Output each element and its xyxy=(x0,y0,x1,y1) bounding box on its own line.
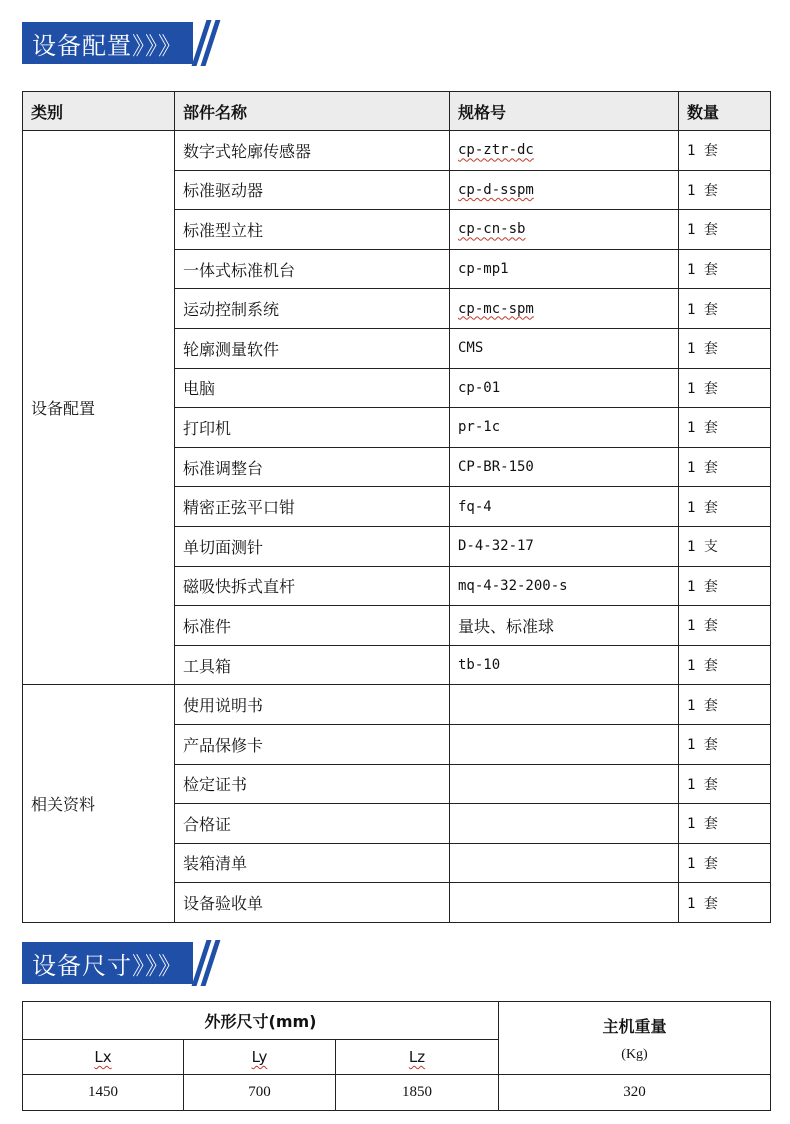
part-name-cell: 标准驱动器 xyxy=(175,170,450,210)
spec-cell xyxy=(450,249,679,289)
table-row xyxy=(23,685,771,725)
part-name-cell: 磁吸快拆式直杆 xyxy=(175,566,450,606)
spec-text: cp-cn-sb xyxy=(458,221,526,238)
quantity-cell: 1 套 xyxy=(679,685,771,725)
value-lx: 1450 xyxy=(23,1075,184,1111)
spec-text: cp-mp1 xyxy=(458,261,509,278)
weight-unit: (Kg) xyxy=(621,1046,648,1062)
category-cell: 相关资料 xyxy=(23,685,175,923)
col-lz xyxy=(336,1040,499,1075)
part-name-cell: 标准件 xyxy=(175,606,450,646)
spec-cell xyxy=(450,487,679,527)
part-name-cell: 标准调整台 xyxy=(175,447,450,487)
spec-cell xyxy=(450,408,679,448)
quantity-cell: 1 套 xyxy=(679,249,771,289)
outer-size-header: 外形尺寸(mm) xyxy=(23,1002,499,1040)
quantity-cell: 1 套 xyxy=(679,210,771,250)
spec-text: pr-1c xyxy=(458,419,501,436)
part-name-cell: 精密正弦平口钳 xyxy=(175,487,450,527)
section-banner-config xyxy=(22,22,213,64)
section-title-dimensions: 设备尺寸》》》 xyxy=(22,942,193,984)
spec-cell xyxy=(450,131,679,171)
spec-text: D-4-32-17 xyxy=(458,538,534,555)
quantity-cell: 1 套 xyxy=(679,645,771,685)
spec-cell xyxy=(450,804,679,844)
table-row xyxy=(23,131,771,171)
spec-cell xyxy=(450,210,679,250)
spec-cell xyxy=(450,289,679,329)
section-banner-dimensions xyxy=(22,942,213,984)
spec-text: cp-01 xyxy=(458,379,501,396)
part-name-cell: 使用说明书 xyxy=(175,685,450,725)
spec-cell xyxy=(450,685,679,725)
spec-text: tb-10 xyxy=(458,657,501,674)
value-lz: 1850 xyxy=(336,1075,499,1111)
quantity-cell: 1 套 xyxy=(679,328,771,368)
spec-cell xyxy=(450,447,679,487)
dimension-table xyxy=(22,1001,771,1111)
spec-text: cp-ztr-dc xyxy=(458,142,534,159)
part-name-cell: 轮廓测量软件 xyxy=(175,328,450,368)
dimension-header-row xyxy=(23,1002,771,1040)
dimension-value-row xyxy=(23,1075,771,1111)
spec-cell xyxy=(450,843,679,883)
part-name-cell: 电脑 xyxy=(175,368,450,408)
category-cell: 设备配置 xyxy=(23,131,175,685)
spec-cell xyxy=(450,764,679,804)
quantity-cell: 1 支 xyxy=(679,526,771,566)
col-lx-label: Lx xyxy=(94,1048,112,1066)
spec-cell xyxy=(450,724,679,764)
quantity-cell: 1 套 xyxy=(679,289,771,329)
part-name-cell: 标准型立柱 xyxy=(175,210,450,250)
spec-text: fq-4 xyxy=(458,498,492,515)
value-weight: 320 xyxy=(499,1075,771,1111)
part-name-cell: 打印机 xyxy=(175,408,450,448)
col-lx xyxy=(23,1040,184,1075)
part-name-cell: 一体式标准机台 xyxy=(175,249,450,289)
quantity-cell: 1 套 xyxy=(679,131,771,171)
quantity-cell: 1 套 xyxy=(679,764,771,804)
spec-cell xyxy=(450,606,679,646)
part-name-cell: 单切面测针 xyxy=(175,526,450,566)
spec-cell xyxy=(450,170,679,210)
spec-cell xyxy=(450,368,679,408)
quantity-cell: 1 套 xyxy=(679,447,771,487)
value-ly: 700 xyxy=(184,1075,336,1111)
weight-header: 主机重量 xyxy=(602,1016,667,1036)
spec-cell xyxy=(450,883,679,923)
part-name-cell: 合格证 xyxy=(175,804,450,844)
config-table-body xyxy=(23,131,771,923)
spec-text: CMS xyxy=(458,340,484,357)
spec-cell xyxy=(450,566,679,606)
spec-cell xyxy=(450,645,679,685)
config-table-header-row xyxy=(23,92,771,131)
part-name-cell: 产品保修卡 xyxy=(175,724,450,764)
quantity-cell: 1 套 xyxy=(679,368,771,408)
spec-cell xyxy=(450,328,679,368)
header-quantity: 数量 xyxy=(679,92,771,131)
spec-text: CP-BR-150 xyxy=(458,459,534,476)
part-name-cell: 工具箱 xyxy=(175,645,450,685)
col-ly xyxy=(184,1040,336,1075)
spec-text: cp-d-sspm xyxy=(458,181,534,198)
header-spec: 规格号 xyxy=(450,92,679,131)
weight-header-cell xyxy=(499,1002,771,1075)
part-name-cell: 数字式轮廓传感器 xyxy=(175,131,450,171)
section-title-config: 设备配置》》》 xyxy=(22,22,193,64)
header-category: 类别 xyxy=(23,92,175,131)
col-ly-label: Ly xyxy=(251,1048,268,1066)
spec-cell xyxy=(450,526,679,566)
part-name-cell: 运动控制系统 xyxy=(175,289,450,329)
col-lz-label: Lz xyxy=(408,1048,426,1066)
quantity-cell: 1 套 xyxy=(679,566,771,606)
quantity-cell: 1 套 xyxy=(679,724,771,764)
spec-text: mq-4-32-200-s xyxy=(458,577,568,594)
config-table xyxy=(22,91,771,923)
spec-text: 量块、标准球 xyxy=(458,616,555,636)
quantity-cell: 1 套 xyxy=(679,606,771,646)
quantity-cell: 1 套 xyxy=(679,170,771,210)
quantity-cell: 1 套 xyxy=(679,804,771,844)
header-part-name: 部件名称 xyxy=(175,92,450,131)
quantity-cell: 1 套 xyxy=(679,883,771,923)
quantity-cell: 1 套 xyxy=(679,843,771,883)
part-name-cell: 设备验收单 xyxy=(175,883,450,923)
part-name-cell: 检定证书 xyxy=(175,764,450,804)
quantity-cell: 1 套 xyxy=(679,408,771,448)
quantity-cell: 1 套 xyxy=(679,487,771,527)
spec-text: cp-mc-spm xyxy=(458,300,534,317)
part-name-cell: 装箱清单 xyxy=(175,843,450,883)
